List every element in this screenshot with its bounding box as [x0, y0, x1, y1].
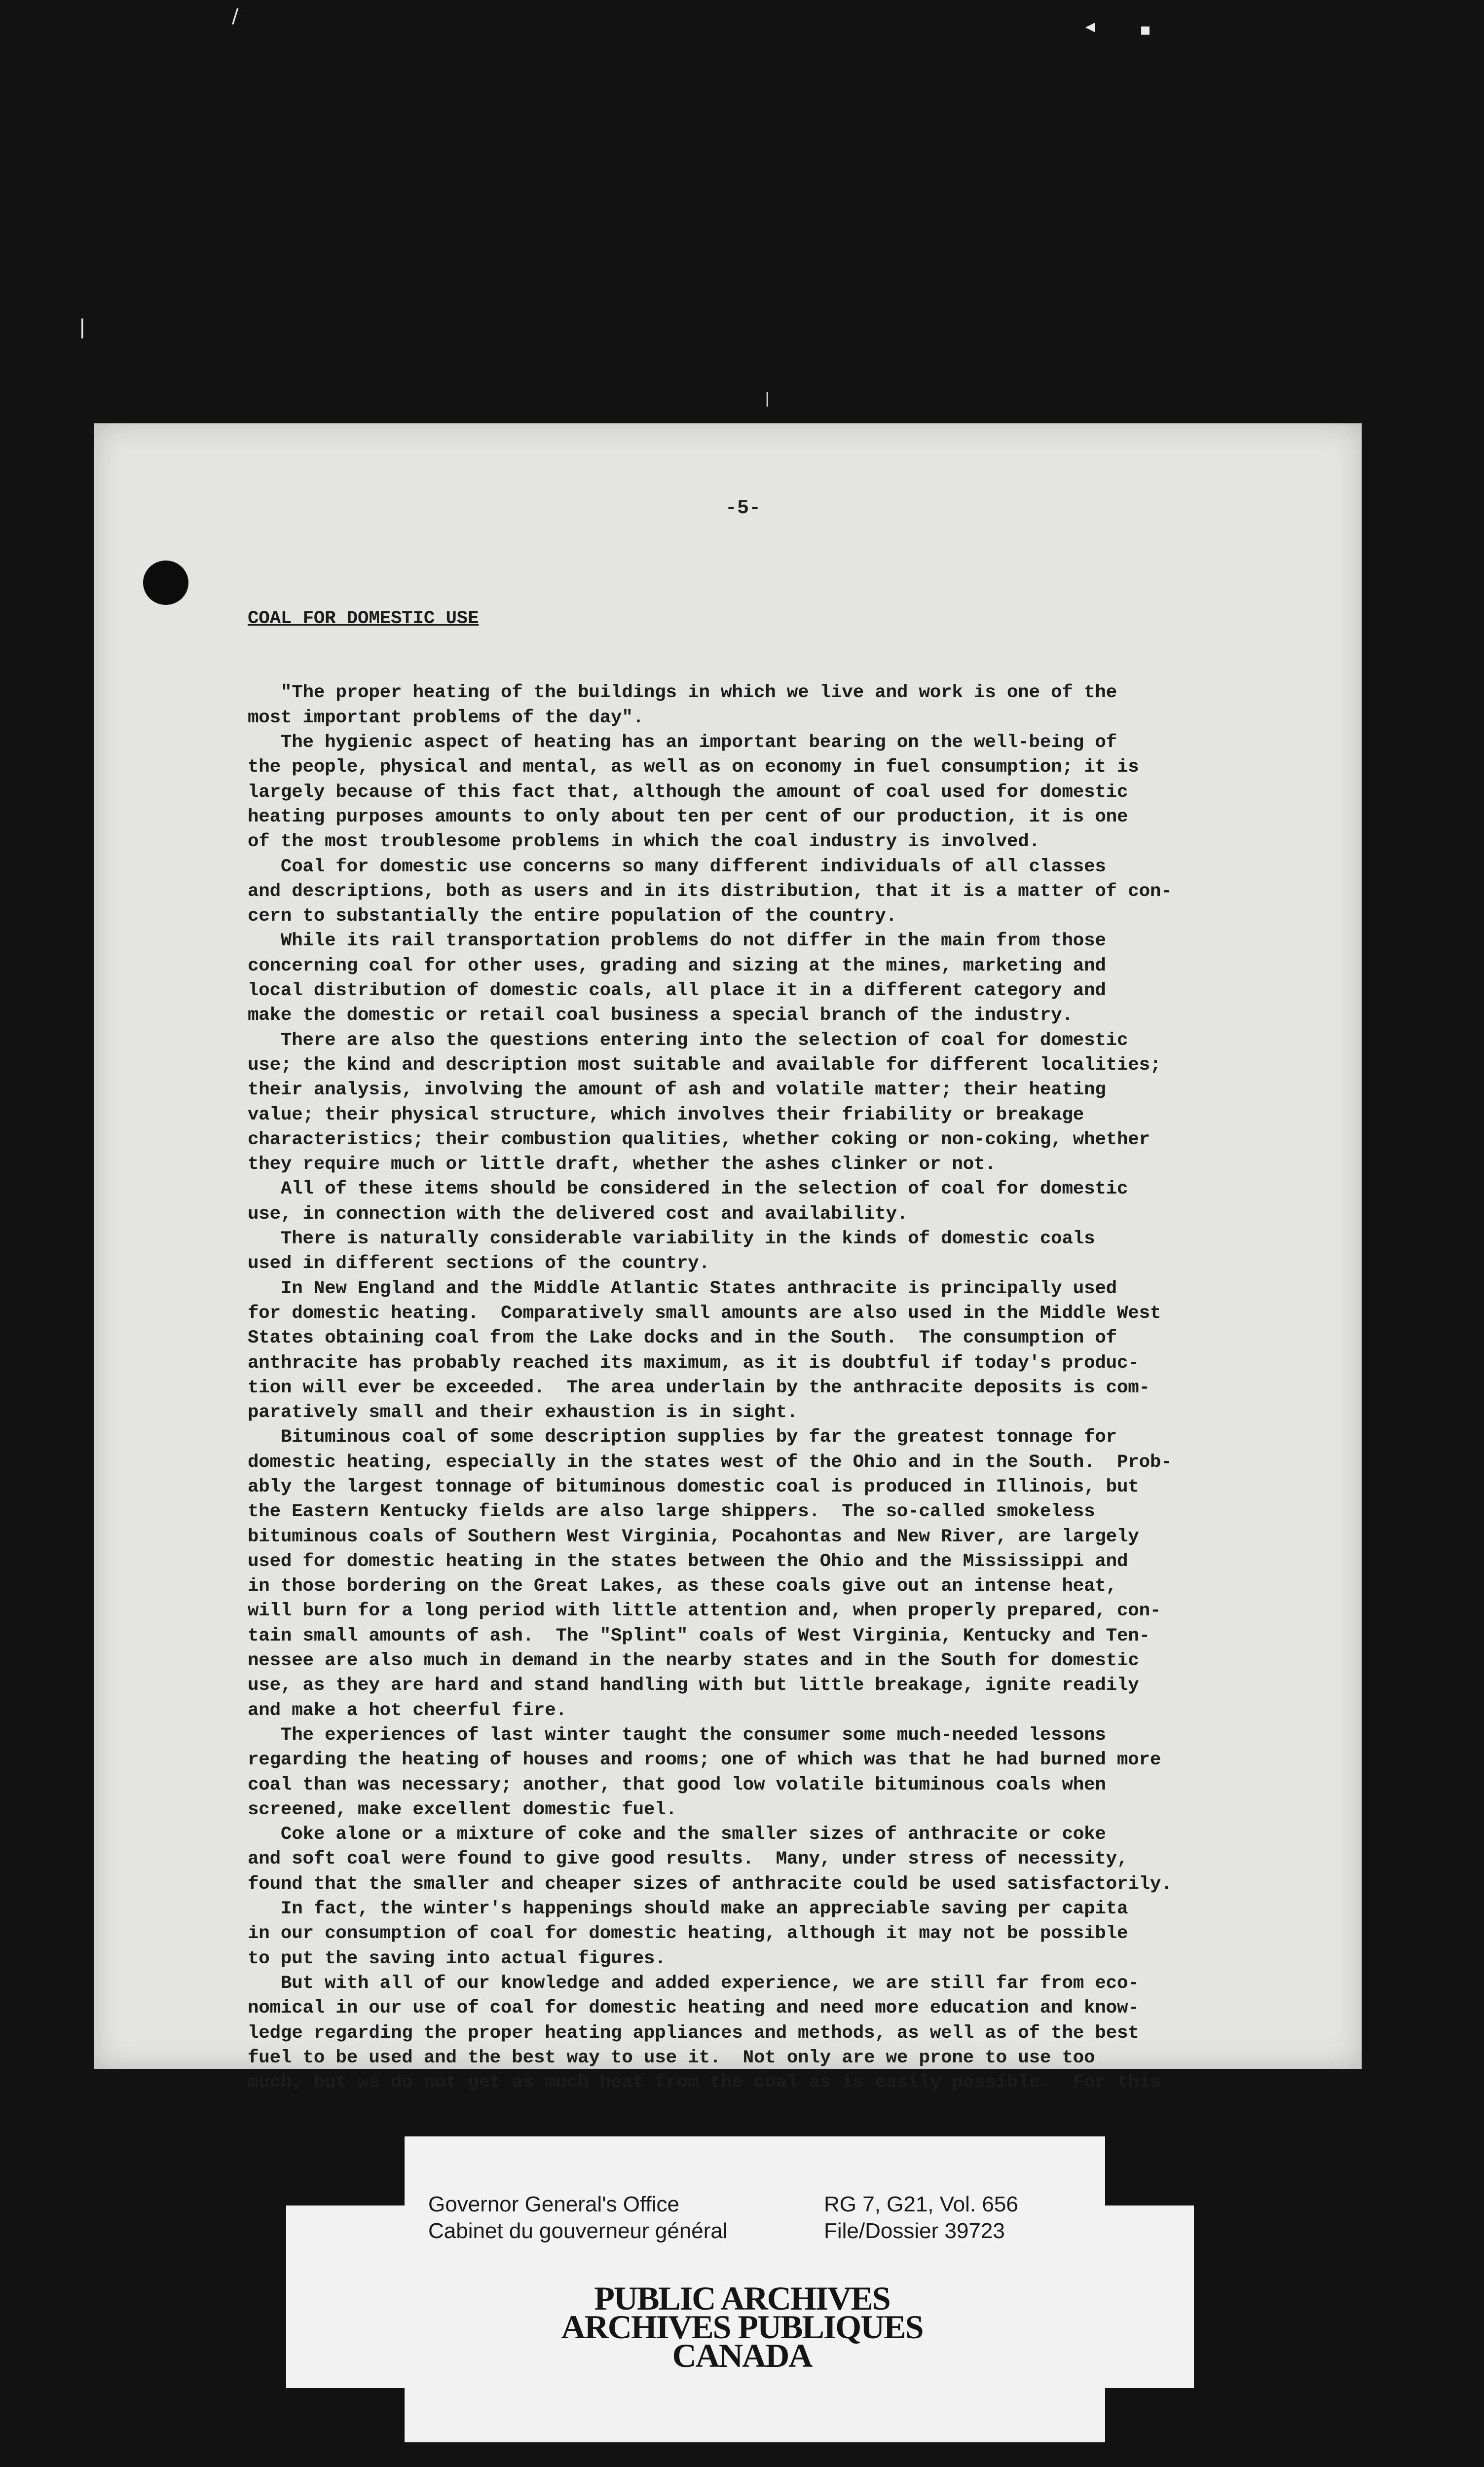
punch-hole [143, 561, 188, 605]
text-line: use, in connection with the delivered cost and availability. [248, 1203, 908, 1225]
text-line: concerning coal for other uses, grading and sizing at the mines, marketing and [248, 955, 1106, 976]
text-line: regarding the heating of houses and rooms; one of which was that he had burned more [248, 1750, 1161, 1771]
archives-stamp-line1: PUBLIC ARCHIVES [594, 2280, 890, 2317]
text-line: value; their physical structure, which involves their friability or breakage [248, 1104, 1084, 1125]
text-line: found that the smaller and cheaper sizes of anthracite could be used satisfactorily. [248, 1873, 1172, 1895]
text-line: coal than was necessary; another, that good low volatile bituminous coals when [248, 1774, 1106, 1795]
text-line: In New England and the Middle Atlantic States anthracite is principally used [248, 1278, 1117, 1299]
text-line: heating purposes amounts to only about ten per cent of our production, it is one [248, 806, 1128, 827]
text-line: to put the saving into actual figures. [248, 1948, 666, 1969]
text-line: the people, physical and mental, as well as on economy in fuel consumption; it is [248, 757, 1139, 778]
text-line: cern to substantially the entire population of the country. [248, 906, 897, 927]
document-body [248, 557, 1353, 2145]
text-line: fuel to be used and the best way to use it. Not only are we prone to use too [248, 2047, 1095, 2068]
text-line: tain small amounts of ash. The "Splint" coals of West Virginia, Kentucky and Ten- [248, 1625, 1150, 1646]
page-number: -5- [725, 497, 761, 520]
film-speck: ▪ [1140, 20, 1151, 39]
paragraph-lines [248, 680, 1353, 2095]
text-line: In fact, the winter's happenings should make an appreciable saving per capita [248, 1899, 1128, 1920]
text-line: make the domestic or retail coal business a special branch of the industry. [248, 1005, 1073, 1026]
film-scratch: / [232, 5, 239, 28]
text-line: most important problems of the day". [248, 707, 644, 728]
text-line: bituminous coals of Southern West Virginia, Pocahontas and New River, are largely [248, 1526, 1139, 1547]
text-line: screened, make excellent domestic fuel. [248, 1799, 677, 1820]
archives-stamp-line2: ARCHIVES PUBLIQUES [561, 2308, 923, 2346]
text-line: the Eastern Kentucky fields are also large shippers. The so-called smokeless [248, 1501, 1095, 1523]
text-line: States obtaining coal from the Lake docks and in the South. The consumption of [248, 1328, 1117, 1349]
text-line: used for domestic heating in the states between the Ohio and the Mississippi and [248, 1551, 1128, 1572]
text-line: paratively small and their exhaustion is in sight. [248, 1402, 798, 1423]
text-line: All of these items should be considered in the selection of coal for domestic [248, 1179, 1128, 1200]
text-line: and descriptions, both as users and in its distribution, that it is a matter of con- [248, 881, 1172, 902]
archives-stamp-line3: CANADA [672, 2337, 812, 2374]
text-line: in our consumption of coal for domestic heating, although it may not be possible [248, 1923, 1128, 1944]
text-line: ably the largest tonnage of bituminous domestic coal is produced in Illinois, but [248, 1476, 1139, 1497]
text-line: they require much or little draft, whether the ashes clinker or not. [248, 1154, 996, 1175]
text-line: characteristics; their combustion qualities, whether coking or non-coking, whether [248, 1129, 1150, 1150]
text-line: nomical in our use of coal for domestic heating and need more education and know- [248, 1998, 1139, 2019]
text-line: for domestic heating. Comparatively small amounts are also used in the Middle West [248, 1303, 1161, 1324]
text-line: While its rail transportation problems do not differ in the main from those [248, 931, 1106, 952]
text-line: There are also the questions entering into the selection of coal for domestic [248, 1030, 1128, 1051]
text-line: their analysis, involving the amount of ash and volatile matter; their heating [248, 1080, 1106, 1101]
record-group-reference: RG 7, G21, Vol. 656 [824, 2192, 1018, 2216]
text-line: tion will ever be exceeded. The area underlain by the anthracite deposits is com- [248, 1377, 1150, 1398]
text-line: domestic heating, especially in the states west of the Ohio and in the South. Prob- [248, 1452, 1172, 1473]
film-scratch: | [79, 316, 86, 338]
text-line: use; the kind and description most suitable and available for different localities; [248, 1054, 1161, 1076]
text-line: used in different sections of the country. [248, 1253, 710, 1274]
film-speck: ◂ [1085, 15, 1096, 37]
text-line: will burn for a long period with little attention and, when properly prepared, con- [248, 1601, 1161, 1622]
text-line: and soft coal were found to give good results. Many, under stress of necessity, [248, 1849, 1128, 1870]
section-heading: COAL FOR DOMESTIC USE [248, 608, 479, 629]
text-line: But with all of our knowledge and added experience, we are still far from eco- [248, 1973, 1139, 1994]
text-line: local distribution of domestic coals, all place it in a different category and [248, 980, 1106, 1002]
text-line: use, as they are hard and stand handling with but little breakage, ignite readily [248, 1675, 1139, 1696]
text-line: and make a hot cheerful fire. [248, 1700, 567, 1721]
text-line: Coal for domestic use concerns so many different individuals of all classes [248, 856, 1106, 877]
text-line: largely because of this fact that, although the amount of coal used for domestic [248, 782, 1128, 803]
document-page [94, 423, 1362, 2093]
text-line: anthracite has probably reached its maximum, as it is doubtful if today's produc- [248, 1352, 1139, 1374]
text-line: There is naturally considerable variability in the kinds of domestic coals [248, 1229, 1095, 1250]
text-line: Bituminous coal of some description supplies by far the greatest tonnage for [248, 1427, 1117, 1448]
office-name-en: Governor General's Office [428, 2192, 679, 2216]
text-line: of the most troublesome problems in which the coal industry is involved. [248, 831, 1040, 853]
text-line: nessee are also much in demand in the nearby states and in the South for domestic [248, 1650, 1139, 1672]
text-line: The hygienic aspect of heating has an important bearing on the well-being of [248, 732, 1117, 753]
text-line: in those bordering on the Great Lakes, as these coals give out an intense heat, [248, 1576, 1117, 1597]
text-line: much, but we do not get as much heat from the coal as is easily possible. For this [248, 2072, 1161, 2093]
file-number: File/Dossier 39723 [824, 2219, 1005, 2243]
office-name-fr: Cabinet du gouverneur général [428, 2219, 728, 2243]
text-line: "The proper heating of the buildings in which we live and work is one of the [248, 682, 1117, 704]
text-line: ledge regarding the proper heating appliances and methods, as well as of the best [248, 2022, 1139, 2044]
text-line: The experiences of last winter taught the consumer some much-needed lessons [248, 1724, 1106, 1746]
film-scratch: | [765, 390, 770, 407]
text-line: Coke alone or a mixture of coke and the smaller sizes of anthracite or coke [248, 1824, 1106, 1845]
